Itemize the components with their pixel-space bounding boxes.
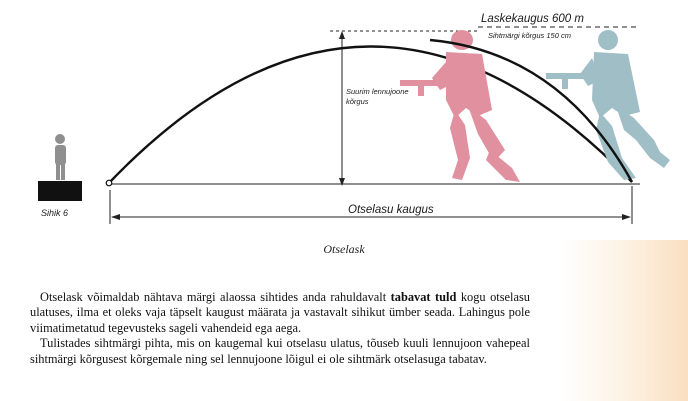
paragraph-1-text-a: Otselask võimaldab nähtava märgi alaossa sihtides anda rahuldavalt — [40, 290, 391, 304]
muzzle-point — [106, 180, 112, 186]
shooter-figure — [38, 134, 82, 201]
max-trajectory-height-label: Suurim lennujoone kõrgus — [346, 87, 409, 106]
paragraph-1-bold: tabavat tuld — [390, 290, 457, 304]
grazing-fire-distance-label: Otselasu kaugus — [348, 204, 434, 216]
far-soldier-figure — [546, 30, 670, 180]
sight-setting-label: Sihik 6 — [41, 208, 69, 218]
paragraph-1-text-b: kogu otselasu ulatuses, ilma et oleks vaja täpselt kaugust määrata ja vastavalt sihikut ümber seada. Lahingus pole viimatimetatud tegevusteks sageli vahendeid ega aega. — [30, 290, 530, 335]
max-range-label: Laskekaugus 600 m — [481, 13, 584, 25]
paragraph-2: Tulistades sihtmärgi pihta, mis on kaugemal kui otselasu ulatus, tõuseb kuuli lennujoon vahepeal sihtmärgi kõrgusest kõrgemale ning sel lennujoone lõigul ei ole sihtmärk otselasuga tabatav. — [30, 336, 530, 366]
target-height-label: Sihtmärgi kõrgus 150 cm — [488, 31, 571, 40]
paragraph-1 — [30, 290, 530, 336]
body-text — [30, 290, 530, 367]
bullet-trajectory — [108, 46, 632, 184]
figure-caption: Otselask — [323, 242, 365, 256]
